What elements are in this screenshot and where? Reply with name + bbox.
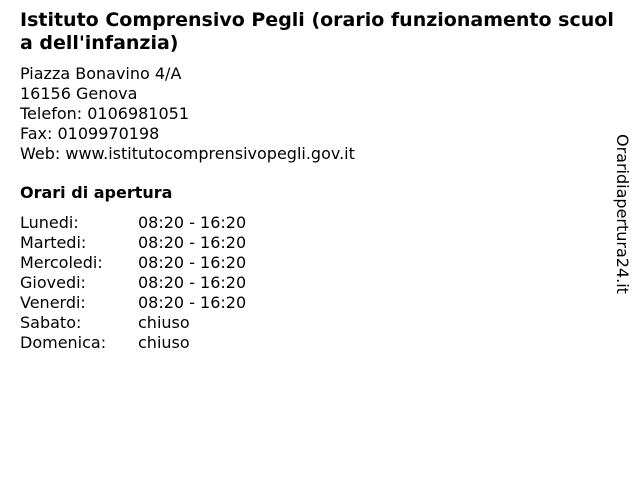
hours-value: chiuso: [138, 313, 190, 332]
day-label: Domenica:: [20, 333, 107, 352]
site-brand-watermark: Oraridiapertura24.it: [613, 134, 632, 294]
page-title: Istituto Comprensivo Pegli (orario funzionamento scuola dell'infanzia): [20, 9, 614, 54]
website-link: Web: www.istitutocomprensivopegli.gov.it: [20, 144, 355, 163]
fax-number: Fax: 0109970198: [20, 124, 160, 143]
opening-hours-heading: Orari di apertura: [20, 183, 173, 202]
hours-value: 08:20 - 16:20: [138, 273, 247, 292]
hours-value: 08:20 - 16:20: [138, 293, 247, 312]
city-postal-code: 16156 Genova: [20, 84, 138, 103]
day-label: Martedi:: [20, 233, 87, 252]
street-address: Piazza Bonavino 4/A: [20, 64, 182, 83]
phone-number: Telefon: 0106981051: [20, 104, 190, 123]
day-label: Sabato:: [20, 313, 82, 332]
hours-value: 08:20 - 16:20: [138, 213, 247, 232]
day-label: Giovedi:: [20, 273, 86, 292]
day-label: Mercoledi:: [20, 253, 103, 272]
address-block: [20, 64, 355, 164]
hours-value: 08:20 - 16:20: [138, 233, 247, 252]
day-label: Venerdi:: [20, 293, 86, 312]
hours-value: 08:20 - 16:20: [138, 253, 247, 272]
day-label: Lunedi:: [20, 213, 79, 232]
hours-value: chiuso: [138, 333, 190, 352]
